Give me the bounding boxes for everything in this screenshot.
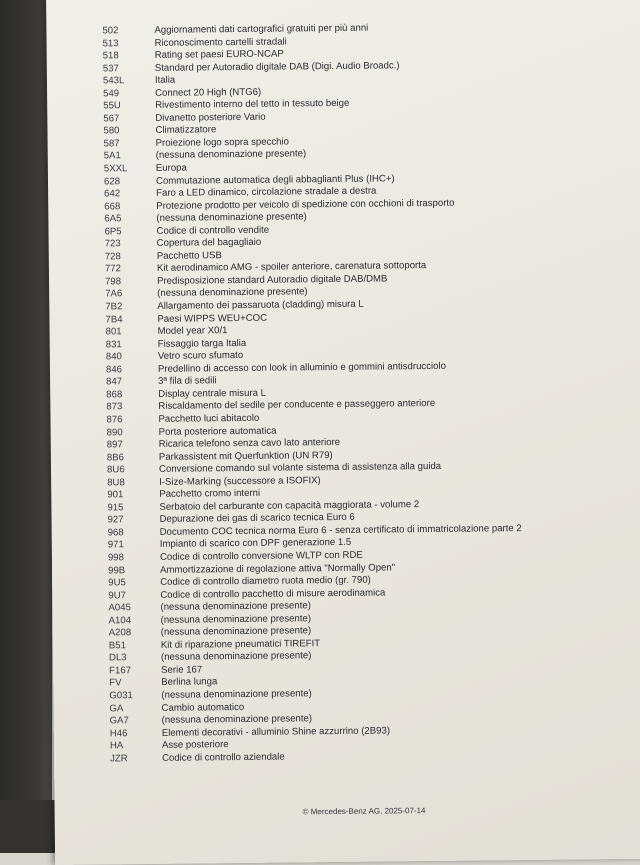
option-code: A104 xyxy=(108,614,132,627)
option-description: (nessuna denominazione presente) xyxy=(156,211,307,225)
option-code: G031 xyxy=(109,690,133,702)
option-code: 728 xyxy=(104,251,121,263)
option-code: 6P5 xyxy=(104,225,122,238)
option-code: 890 xyxy=(106,426,123,438)
option-code: 831 xyxy=(105,338,122,351)
option-description: Documento COC tecnica norma Euro 6 - senza certificato di immatricolazione parte 2 xyxy=(159,522,522,538)
option-code: 9U7 xyxy=(108,589,127,601)
option-code: 798 xyxy=(105,276,122,288)
option-description: Climatizzatore xyxy=(155,124,217,137)
option-code: 55U xyxy=(103,100,121,112)
option-description: Pacchetto USB xyxy=(156,250,222,262)
option-description: Copertura del bagagliaio xyxy=(156,237,262,250)
option-code: GA7 xyxy=(109,715,129,727)
option-code: 8B6 xyxy=(106,451,125,463)
option-description: I-Size-Marking (successore a ISOFIX) xyxy=(159,474,321,488)
option-code: 587 xyxy=(103,138,120,150)
option-code: HA xyxy=(109,740,124,752)
option-description: Predisposizione standard Autoradio digitale DAB/DMB xyxy=(156,273,388,287)
option-description: Conversione comando sul volante sistema di assistenza alla guida xyxy=(158,461,442,475)
option-description: Codice di controllo aziendale xyxy=(161,751,285,764)
option-code: 7B2 xyxy=(105,301,123,313)
option-description: Pacchetto luci abitacolo xyxy=(158,412,260,425)
option-description: (nessuna denominazione presente) xyxy=(160,612,312,626)
document-page xyxy=(46,0,640,865)
option-code: 5A1 xyxy=(103,150,121,162)
option-code: 567 xyxy=(103,113,120,125)
option-code: 518 xyxy=(102,50,119,62)
option-code: 7B4 xyxy=(105,313,123,325)
option-description: Display centrale misura L xyxy=(158,387,267,400)
option-description: Predellino di accesso con look in alluminio e gommini antisdrucciolo xyxy=(157,360,446,375)
option-description: Berlina lunga xyxy=(161,676,218,689)
option-description: Codice di controllo vendite xyxy=(156,224,270,237)
option-description: Codice di controllo conversione WLTP con RDE xyxy=(159,549,363,563)
option-description: Ammortizzazione di regolazione attiva "Normally Open" xyxy=(160,561,396,576)
option-description: Riconoscimento cartelli stradali xyxy=(154,36,287,49)
option-code: 927 xyxy=(107,514,124,526)
option-code: 723 xyxy=(104,238,121,250)
option-description: Serie 167 xyxy=(161,664,203,676)
option-code: 580 xyxy=(103,125,120,137)
option-code: 897 xyxy=(106,439,123,451)
option-code: 968 xyxy=(107,527,124,539)
option-description: Codice di controllo diametro ruota medio (gr. 790) xyxy=(160,574,371,588)
option-description: Pacchetto cromo interni xyxy=(159,488,261,501)
option-code-list xyxy=(102,20,630,766)
option-code: 840 xyxy=(105,351,122,363)
option-code: 6A5 xyxy=(104,213,122,225)
option-description: Allargamento dei passaruota (cladding) misura L xyxy=(157,298,364,312)
page-footer: © Mercedes-Benz AG, 2025-07-14 xyxy=(302,806,426,817)
option-code: 772 xyxy=(104,263,122,275)
option-code: 668 xyxy=(104,200,121,213)
option-description: Ricarica telefono senza cavo lato anteriore xyxy=(158,436,341,450)
option-description: (nessuna denominazione presente) xyxy=(157,286,308,300)
option-code: 549 xyxy=(103,87,120,100)
option-description: Protezione prodotto per veicolo di spedizione con occhioni di trasporto xyxy=(156,197,455,212)
option-description: (nessuna denominazione presente) xyxy=(161,688,312,701)
option-code: 642 xyxy=(104,188,121,200)
option-code: FV xyxy=(109,677,122,689)
option-code: 628 xyxy=(103,175,121,187)
option-description: Porta posteriore automatica xyxy=(158,425,277,438)
option-description: Proiezione logo sopra specchio xyxy=(155,136,290,149)
option-description: Rivestimento interno del tetto in tessuto beige xyxy=(155,98,350,112)
option-description: Kit aerodinamico AMG - spoiler anteriore, carenatura sottoporta xyxy=(156,260,427,275)
option-description: Codice di controllo pacchetto di misure aerodinamica xyxy=(160,587,386,601)
option-code: 846 xyxy=(105,363,123,376)
option-code: A208 xyxy=(108,627,132,639)
option-code: GA xyxy=(109,702,124,714)
option-code: 7A6 xyxy=(105,288,123,300)
option-description: Divanetto posteriore Vario xyxy=(155,111,266,124)
option-description: Serbatoio del carburante con capacità maggiorata - volume 2 xyxy=(159,498,420,513)
option-description: Rating set paesi EURO-NCAP xyxy=(154,48,284,61)
option-code: 868 xyxy=(106,389,123,401)
option-code: 8U8 xyxy=(107,476,125,489)
option-code: JZR xyxy=(109,752,128,765)
option-description: Faro a LED dinamico, circolazione stradale a destra xyxy=(156,185,377,199)
option-description: Commutazione automatica degli abbaglianti Plus (IHC+) xyxy=(155,172,395,187)
option-description: Elementi decorativi - alluminio Shine azzurrino (2B93) xyxy=(161,725,391,739)
option-code: A045 xyxy=(108,602,131,614)
option-code: 99B xyxy=(108,564,126,576)
option-code: B51 xyxy=(108,639,127,652)
option-description: Europa xyxy=(155,162,187,174)
option-description: Depurazione dei gas di scarico tecnica Euro 6 xyxy=(159,512,355,526)
option-description: Fissaggio targa Italia xyxy=(157,337,247,350)
option-code: 513 xyxy=(102,37,119,49)
option-code: 873 xyxy=(106,401,123,413)
option-code: F167 xyxy=(109,665,132,677)
option-code: 901 xyxy=(107,489,124,501)
option-description: Connect 20 High (NTG6) xyxy=(155,86,262,99)
option-description: Aggiornamenti dati cartografici gratuiti per più anni xyxy=(154,22,369,36)
option-code: 847 xyxy=(106,376,123,388)
binder-cover xyxy=(0,0,52,853)
option-description: Kit di riparazione pneumatici TIREFIT xyxy=(160,637,321,651)
option-description: (nessuna denominazione presente) xyxy=(161,713,313,726)
option-code: 971 xyxy=(107,539,124,551)
option-code: 537 xyxy=(102,62,119,75)
option-code: 502 xyxy=(102,25,119,37)
option-description: Italia xyxy=(154,74,176,87)
option-description: Vetro scuro sfumato xyxy=(157,350,244,363)
option-description: Parkassistent mit Querfunktion (UN R79) xyxy=(158,449,333,463)
option-description: Impianto di scarico con DPF generazione 1.5 xyxy=(159,537,352,551)
option-description: Riscaldamento del sedile per conducente e passeggero anteriore xyxy=(158,398,436,413)
option-code: 915 xyxy=(107,501,124,514)
option-code: 876 xyxy=(106,414,123,426)
option-description: (nessuna denominazione presente) xyxy=(155,148,307,162)
option-code: 9U5 xyxy=(108,577,126,589)
option-code: 998 xyxy=(107,552,125,564)
option-description: Standard per Autoradio digitale DAB (Digi. Audio Broadc.) xyxy=(154,59,400,74)
option-description: (nessuna denominazione presente) xyxy=(160,650,312,664)
option-description: 3ª fila di sedili xyxy=(158,375,217,388)
option-description: Paesi WIPPS WEU+COC xyxy=(157,312,268,325)
option-description: (nessuna denominazione presente) xyxy=(160,600,311,613)
option-description: Asse posteriore xyxy=(161,739,229,751)
option-description: Model year X0/1 xyxy=(157,325,228,337)
option-code: DL3 xyxy=(108,652,127,664)
option-code: H46 xyxy=(109,727,128,739)
option-code: 8U6 xyxy=(106,464,125,476)
option-description: Cambio automatico xyxy=(161,701,245,714)
option-code: 543L xyxy=(102,75,125,87)
option-code: 5XXL xyxy=(103,163,128,175)
option-code: 801 xyxy=(105,326,122,338)
option-description: (nessuna denominazione presente) xyxy=(160,625,312,639)
